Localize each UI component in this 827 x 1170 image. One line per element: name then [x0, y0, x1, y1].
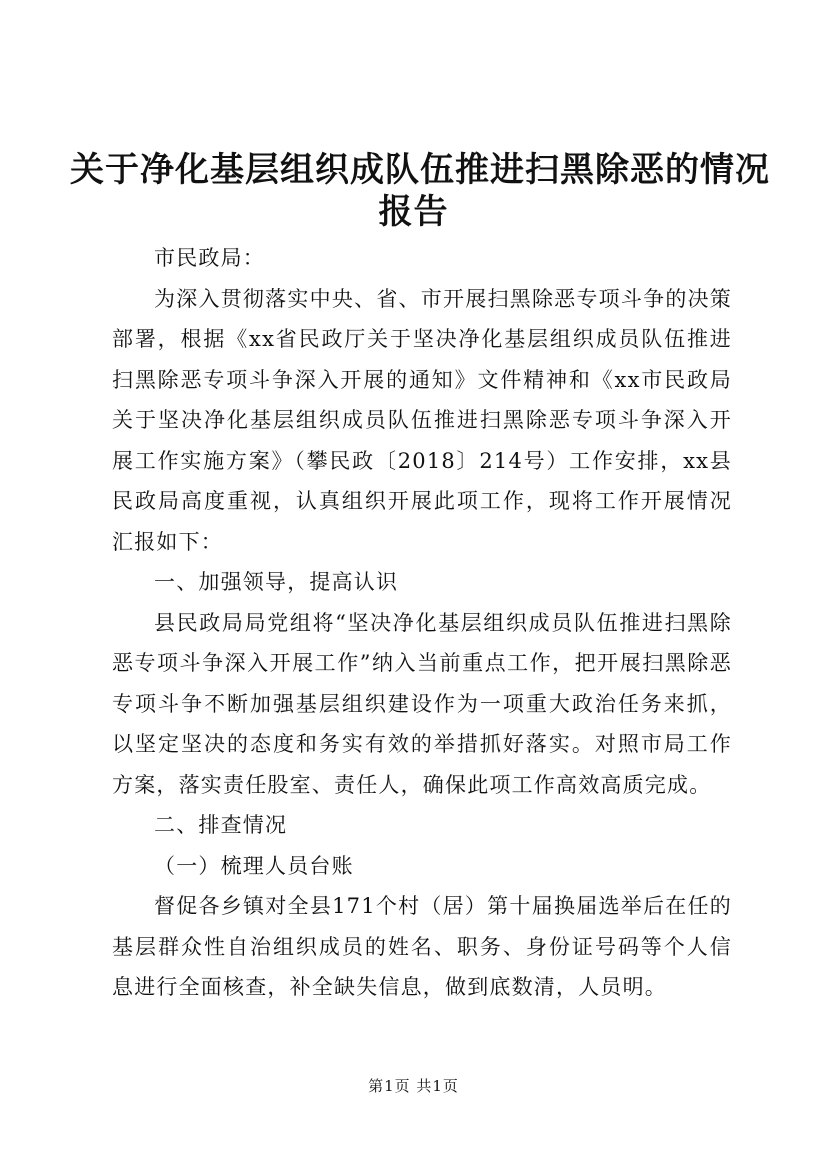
paragraph-section-1: 县民政局局党组将“坚决净化基层组织成员队伍推进扫黑除恶专项斗争深入开展工作”纳入当前重点工作，把开展扫黑除恶专项斗争不断加强基层组织建设作为一项重大政治任务来抓，以坚定坚决的态度和务实有效的举措抓好落实。对照市局工作方案，落实责任股室、责任人，确保此项工作高效高质完成。 — [112, 610, 732, 797]
section-heading-2: 二、排查情况 — [154, 813, 288, 837]
paragraph-subsection-1: 督促各乡镇对全县171个村（居）第十届换届选举后在任的基层群众性自治组织成员的姓名、职务、身份证号码等个人信息进行全面核查，补全缺失信息，做到底数清，人员明。 — [112, 894, 732, 999]
page-footer: 第1页 共1页 — [368, 1077, 459, 1095]
subsection-heading-1: （一）梳理人员台账 — [154, 853, 354, 878]
paragraph-intro: 为深入贯彻落实中央、省、市开展扫黑除恶专项斗争的决策部署，根据《xx省民政厅关于坚决净化基层组织成员队伍推进扫黑除恶专项斗争深入开展的通知》文件精神和《xx市民政局关于坚决净化基层组织成员队伍推进扫黑除恶专项斗争深入开展工作实施方案》（攀民政〔2018〕214号）工作安排，xx县民政局高度重视，认真组织开展此项工作，现将工作开展情况汇报如下： — [112, 286, 732, 554]
section-heading-1: 一、加强领导，提高认识 — [154, 570, 399, 594]
salutation: 市民政局： — [154, 246, 265, 270]
document-title-line1: 关于净化基层组织成队伍推进扫黑除恶的情况 — [70, 150, 770, 190]
document-body — [112, 238, 732, 1008]
document-title-line2: 报告 — [378, 192, 449, 232]
